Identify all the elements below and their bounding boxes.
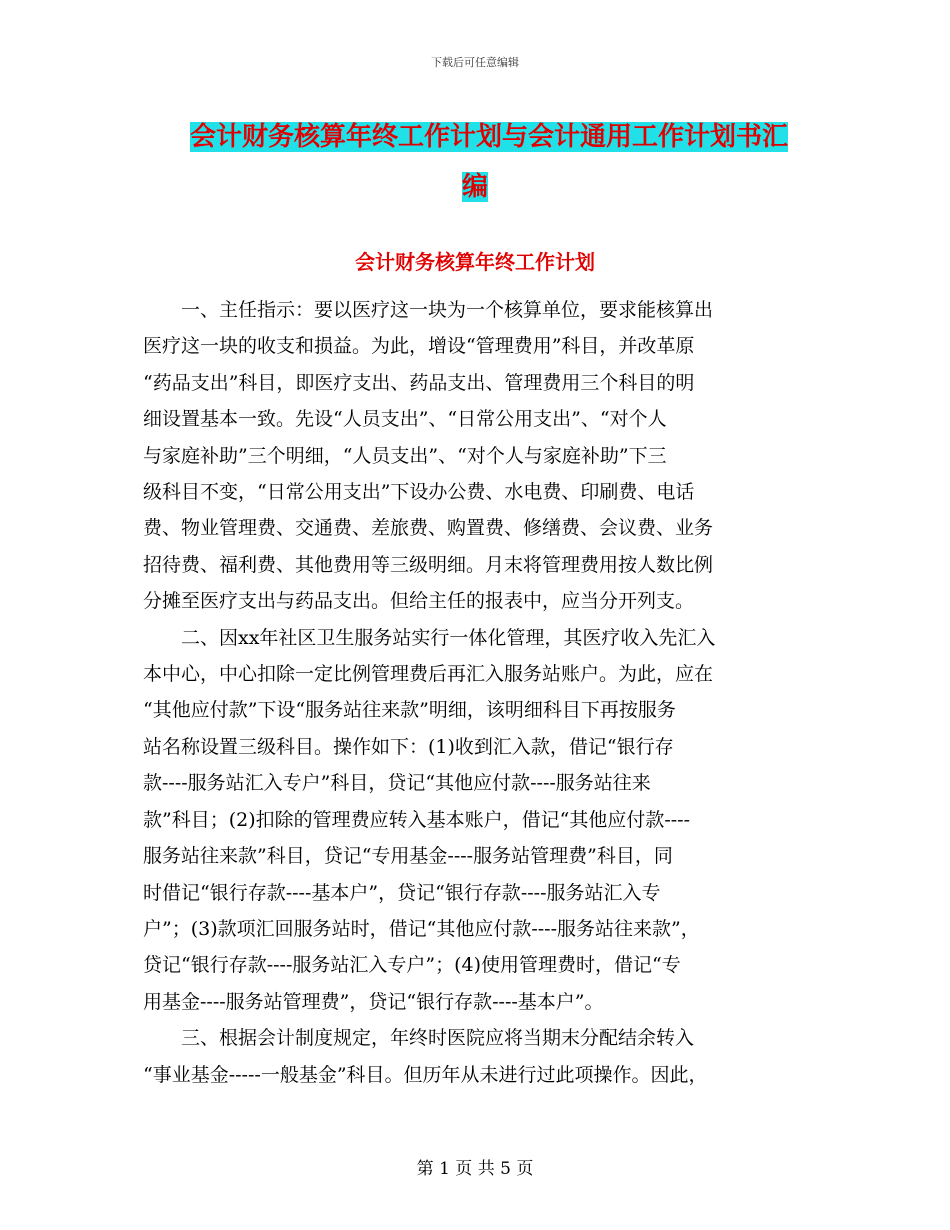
paragraph-line: “事业基金-----一般基金”科目。但历年从未进行过此项操作。因此，: [143, 1063, 708, 1086]
paragraph-line: 二、因xx年社区卫生服务站实行一体化管理，其医疗收入先汇入: [143, 626, 716, 649]
paragraph-line: 三、根据会计制度规定，年终时医院应将当期末分配结余转入: [143, 1027, 695, 1050]
paragraph-line: 一、主任指示：要以医疗这一块为一个核算单位，要求能核算出: [143, 299, 714, 321]
paragraph-line: “药品支出”科目，即医疗支出、药品支出、管理费用三个科目的明: [143, 371, 695, 394]
paragraph-2: [143, 620, 811, 1020]
page-footer: 第 1 页 共 5 页: [416, 1159, 534, 1179]
paragraph-line: 招待费、福利费、其他费用等三级明细。月末将管理费用按人数比例: [143, 553, 714, 576]
paragraph-line: 贷记“银行存款----服务站汇入专户”；(4)使用管理费时，借记“专: [143, 954, 681, 977]
document-body: [143, 292, 811, 1093]
paragraph-3: [143, 1020, 811, 1093]
paragraph-line: 分摊至医疗支出与药品支出。但给主任的报表中，应当分开列支。: [143, 590, 695, 613]
paragraph-1: [143, 292, 811, 620]
document-title: [190, 112, 810, 212]
section-title: 会计财务核算年终工作计划: [355, 250, 595, 274]
paragraph-line: 与家庭补助”三个明细，“人员支出”、“对个人与家庭补助”下三: [143, 444, 667, 467]
paragraph-line: “其他应付款”下设“服务站往来款”明细，该明细科目下再按服务: [143, 699, 676, 722]
paragraph-line: 服务站往来款”科目，贷记“专用基金----服务站管理费”科目，同: [143, 845, 673, 868]
page-header: 下载后可任意编辑: [431, 56, 519, 69]
paragraph-line: 时借记“银行存款----基本户”，贷记“银行存款----服务站汇入专: [143, 881, 661, 904]
paragraph-line: 站名称设置三级科目。操作如下：(1)收到汇入款，借记“银行存: [143, 735, 674, 758]
paragraph-line: 细设置基本一致。先设“人员支出”、“日常公用支出”、“对个人: [143, 408, 667, 431]
document-title-line-1: 会计财务核算年终工作计划与会计通用工作计划书汇: [190, 122, 789, 152]
paragraph-line: 户”；(3)款项汇回服务站时，借记“其他应付款----服务站往来款”，: [143, 917, 700, 940]
paragraph-line: 用基金----服务站管理费”，贷记“银行存款----基本户”。: [143, 990, 604, 1013]
document-title-line-2: 编: [462, 172, 489, 202]
paragraph-line: 本中心，中心扣除一定比例管理费后再汇入服务站账户。为此，应在: [143, 663, 714, 686]
paragraph-line: 费、物业管理费、交通费、差旅费、购置费、修缮费、会议费、业务: [143, 517, 714, 540]
paragraph-line: 医疗这一块的收支和损益。为此，增设“管理费用”科目，并改革原: [143, 335, 695, 358]
paragraph-line: 级科目不变，“日常公用支出”下设办公费、水电费、印刷费、电话: [143, 481, 695, 504]
paragraph-line: 款”科目；(2)扣除的管理费应转入基本账户，借记“其他应付款----: [143, 808, 691, 831]
paragraph-line: 款----服务站汇入专户”科目，贷记“其他应付款----服务站往来: [143, 772, 651, 795]
